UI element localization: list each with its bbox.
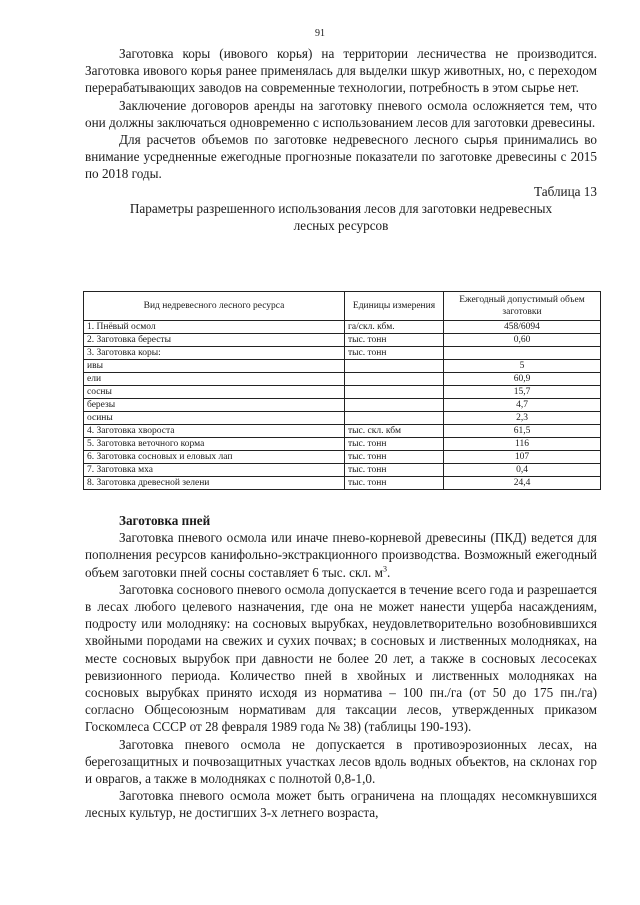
table-header-row: [84, 292, 601, 321]
cell-units: тыс. тонн: [345, 477, 444, 490]
paragraph: [85, 529, 597, 581]
cell-resource: 8. Заготовка древесной зелени: [84, 477, 345, 490]
cell-units: [345, 412, 444, 425]
table-row: [84, 321, 601, 334]
paragraph: Заготовка соснового пневого осмола допускается в течение всего года и разрешается в лесах любого целевого назначения, где она не может нанести ущерба насаждениям, подросту или молодняку: на сосновых вырубках, неудовлетворительно возобновившихся хвойными породами на свежих и сухих почвах; в сосновых и лиственных молодняках, на месте сосновых вырубок при давности не более 20 лет, а также в сосновых лесосеках ревизионного периода. Количество пней в хвойных и лиственных молодняках на сосновых вырубках принято исходя из норматива – 100 пн./га (от 50 до 175 пн./га) согласно Общесоюзным нормативам для таксации лесов, утвержденных приказом Госкомлеса СССР от 28 февраля 1989 года № 38) (таблицы 190-193).: [85, 581, 597, 735]
cell-units: [345, 373, 444, 386]
cell-volume: 116: [444, 438, 601, 451]
paragraph: Заключение договоров аренды на заготовку пневого осмола осложняется тем, что они должны заключаться одновременно с использованием лесов для заготовки древесины.: [85, 97, 597, 130]
table-row: [84, 334, 601, 347]
cell-resource: ели: [84, 373, 345, 386]
page-number: 91: [315, 28, 325, 39]
paragraph: Заготовка коры (ивового корья) на территории лесничества не производится. Заготовка ивового корья ранее применялась для выделки шкур животных, но, с переходом перерабатывающих заводов на современные технологии, потребность в этом сырье нет.: [85, 46, 597, 96]
cell-resource: 1. Пнёвый осмол: [84, 321, 345, 334]
table-row: [84, 373, 601, 386]
cell-units: тыс. тонн: [345, 438, 444, 451]
cell-volume: 0,60: [444, 334, 601, 347]
cell-resource: ивы: [84, 360, 345, 373]
cell-units: тыс. тонн: [345, 451, 444, 464]
header-resource-type: Вид недревесного лесного ресурса: [84, 292, 345, 321]
cell-units: [345, 386, 444, 399]
resources-table: [83, 291, 601, 490]
table-row: [84, 399, 601, 412]
cell-resource: 3. Заготовка коры:: [84, 347, 345, 360]
cell-volume: 2,3: [444, 412, 601, 425]
table-row: [84, 412, 601, 425]
cell-resource: сосны: [84, 386, 345, 399]
cell-volume: 107: [444, 451, 601, 464]
table-row: [84, 451, 601, 464]
cell-volume: 15,7: [444, 386, 601, 399]
cell-units: [345, 360, 444, 373]
table-row: [84, 438, 601, 451]
section-text: [85, 512, 597, 822]
cell-volume: 0,4: [444, 464, 601, 477]
cell-resource: 6. Заготовка сосновых и еловых лап: [84, 451, 345, 464]
intro-text: [85, 45, 597, 234]
cell-volume: 61,5: [444, 425, 601, 438]
paragraph-end: .: [386, 564, 391, 580]
paragraph: Для расчетов объемов по заготовке недревесного лесного сырья принимались во внимание усредненные ежегодные прогнозные показатели по заготовке древесины с 2015 по 2018 годы.: [85, 132, 597, 182]
table-caption: Таблица 13: [534, 183, 597, 199]
table-row: [84, 425, 601, 438]
table-title-line: лесных ресурсов: [293, 218, 389, 234]
cell-units: тыс. тонн: [345, 334, 444, 347]
cell-resource: осины: [84, 412, 345, 425]
cell-units: тыс. тонн: [345, 347, 444, 360]
paragraph-text: Заготовка пневого осмола или иначе пнево-корневой древесины (ПКД) ведется для пополнения ресурсов канифольно-экстракционного производства. Возможный ежегодный объем заготовки пней сосны составляет 6 тыс. скл. м: [85, 530, 597, 580]
cell-volume: 5: [444, 360, 601, 373]
cell-units: га/скл. кбм.: [345, 321, 444, 334]
cell-resource: 2. Заготовка бересты: [84, 334, 345, 347]
paragraph: Заготовка пневого осмола не допускается в противоэрозионных лесах, на берегозащитных и почвозащитных участках лесов вдоль водных объектов, на склонах гор и оврагов, а также в молодняках с полнотой 0,8-1,0.: [85, 736, 597, 787]
cell-units: тыс. тонн: [345, 464, 444, 477]
table-row: [84, 386, 601, 399]
cell-resource: 7. Заготовка мха: [84, 464, 345, 477]
cell-units: [345, 399, 444, 412]
cell-volume: 60,9: [444, 373, 601, 386]
header-units: Единицы измерения: [345, 292, 444, 321]
cell-resource: березы: [84, 399, 345, 412]
cell-volume: 24,4: [444, 477, 601, 490]
table-row: [84, 464, 601, 477]
cell-volume: 458/6094: [444, 321, 601, 334]
superscript: 3: [382, 564, 387, 574]
table-title-line: Параметры разрешенного использования лесов для заготовки недревесных: [129, 200, 553, 216]
section-heading: Заготовка пней: [119, 513, 211, 528]
table-title: [85, 200, 597, 234]
table-row: [84, 347, 601, 360]
header-annual-volume: Ежегодный допустимый объем заготовки: [444, 292, 601, 321]
cell-units: тыс. скл. кбм: [345, 425, 444, 438]
paragraph: Заготовка пневого осмола может быть ограничена на площадях несомкнувшихся лесных культур, не достигших 3-х летнего возраста,: [85, 788, 597, 821]
table-row: [84, 477, 601, 490]
cell-volume: 4,7: [444, 399, 601, 412]
cell-volume: [444, 347, 601, 360]
table-row: [84, 360, 601, 373]
cell-resource: 5. Заготовка веточного корма: [84, 438, 345, 451]
cell-resource: 4. Заготовка хвороста: [84, 425, 345, 438]
